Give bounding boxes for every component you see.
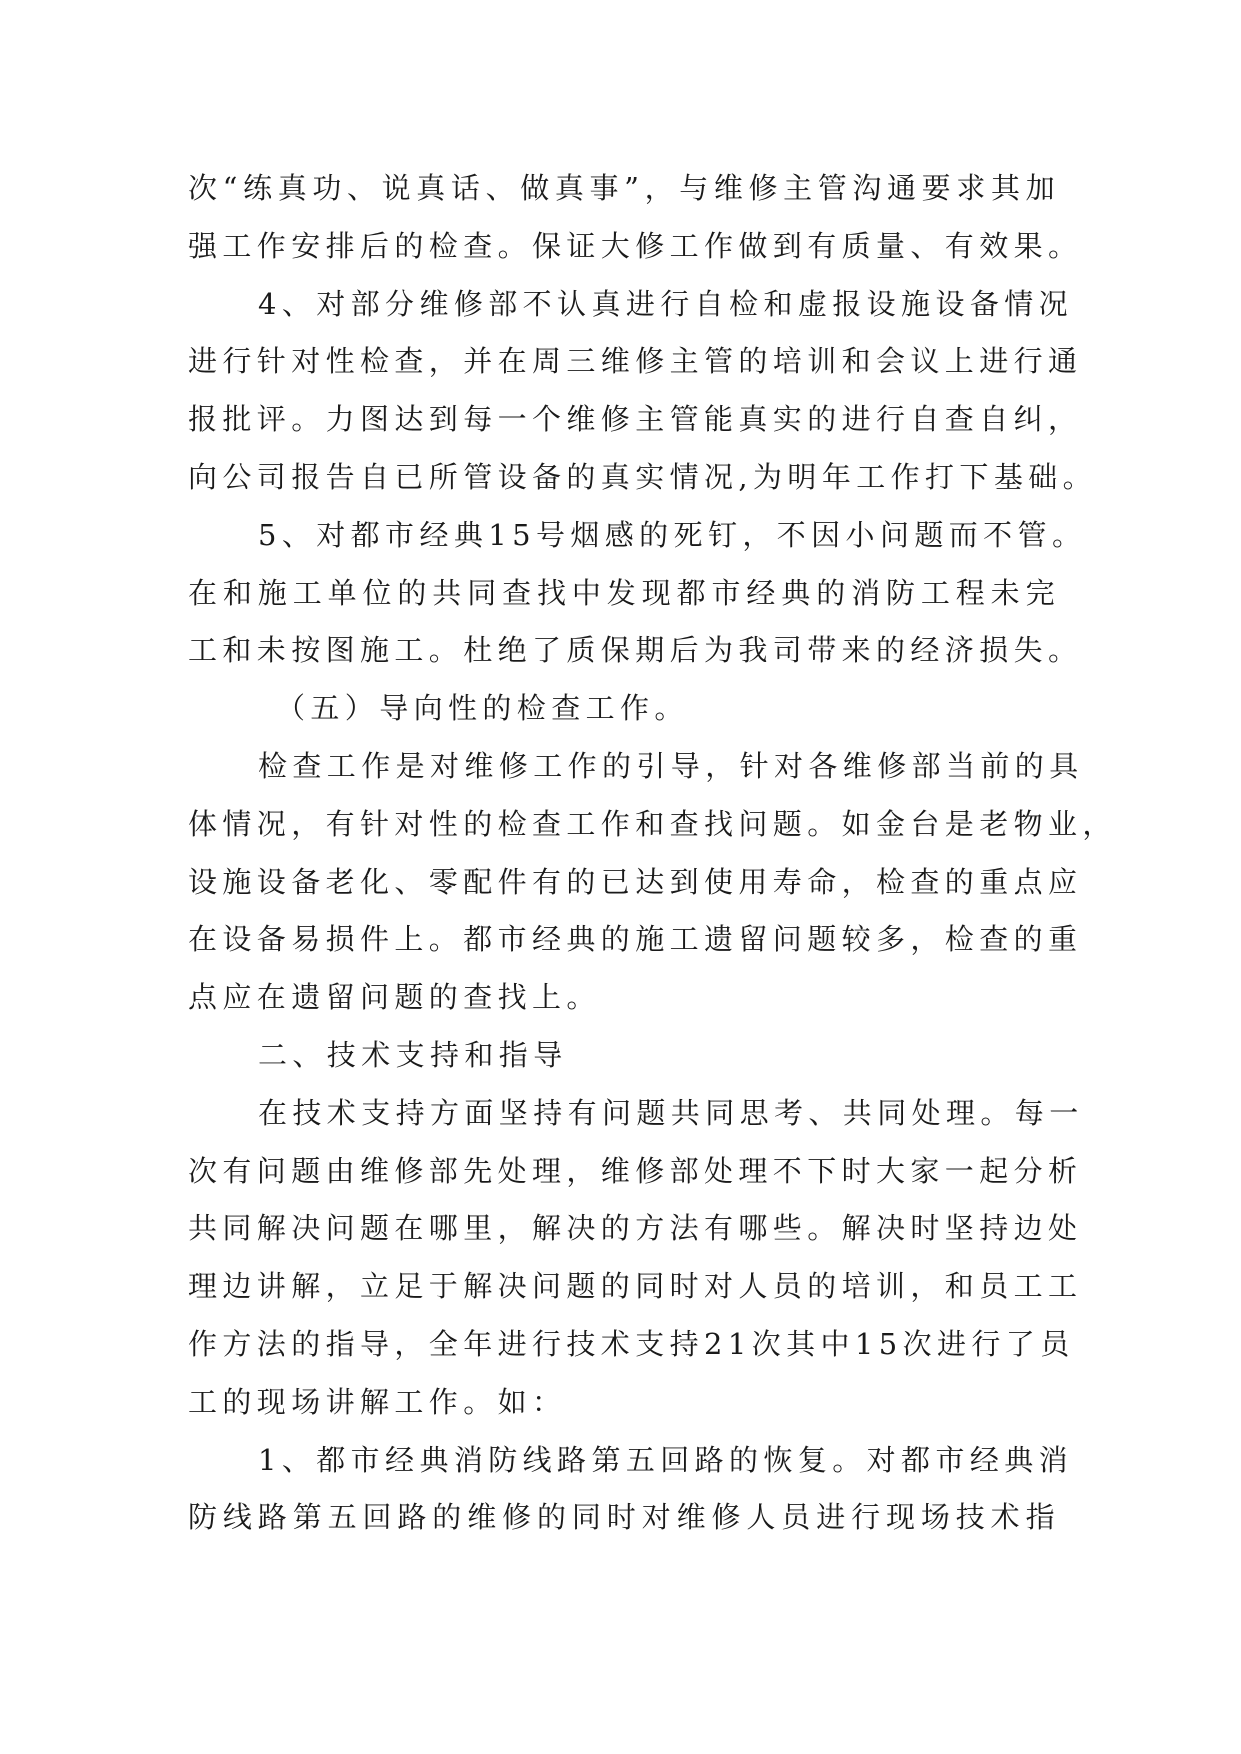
body-line: 进行针对性检查，并在周三维修主管的培训和会议上进行通	[188, 344, 1083, 379]
body-line: 向公司报告自已所管设备的真实情况,为明年工作打下基础。	[188, 459, 1098, 494]
section-heading: （五）导向性的检查工作。	[276, 691, 689, 726]
body-line: 强工作安排后的检查。保证大修工作做到有质量、有效果。	[188, 228, 1083, 263]
body-line: 工的现场讲解工作。如：	[188, 1384, 567, 1419]
body-line: 5、对都市经典15号烟感的死钉，不因小问题而不管。	[258, 517, 1087, 552]
body-line: 次“练真功、说真话、做真事”，与维修主管沟通要求其加	[188, 171, 1060, 205]
body-line: 次有问题由维修部先处理，维修部处理不下时大家一起分析	[188, 1153, 1083, 1188]
body-line: 点应在遗留问题的查找上。	[188, 980, 601, 1015]
body-line: 报批评。力图达到每一个维修主管能真实的进行自查自纠，	[188, 402, 1083, 437]
body-line: 在设备易损件上。都市经典的施工遗留问题较多，检查的重	[188, 922, 1083, 957]
body-line: 防线路第五回路的维修的同时对维修人员进行现场技术指	[188, 1500, 1060, 1535]
body-line: 在技术支持方面坚持有问题共同思考、共同处理。每一	[258, 1095, 1084, 1130]
body-line: 1、都市经典消防线路第五回路的恢复。对都市经典消	[258, 1442, 1074, 1477]
document-body	[188, 160, 1117, 1547]
body-line: 在和施工单位的共同查找中发现都市经典的消防工程未完	[188, 575, 1060, 610]
section-heading: 二、技术支持和指导	[258, 1037, 568, 1072]
body-line: 共同解决问题在哪里，解决的方法有哪些。解决时坚持边处	[188, 1211, 1083, 1246]
body-line: 体情况，有针对性的检查工作和查找问题。如金台是老物业，	[188, 806, 1117, 841]
body-line: 设施设备老化、零配件有的已达到使用寿命，检查的重点应	[188, 864, 1083, 899]
body-line: 4、对部分维修部不认真进行自检和虚报设施设备情况	[258, 286, 1074, 321]
body-line: 作方法的指导，全年进行技术支持21次其中15次进行了员	[188, 1326, 1075, 1361]
body-line: 检查工作是对维修工作的引导，针对各维修部当前的具	[258, 748, 1084, 783]
body-line: 理边讲解，立足于解决问题的同时对人员的培训，和员工工	[188, 1269, 1083, 1304]
body-line: 工和未按图施工。杜绝了质保期后为我司带来的经济损失。	[188, 633, 1083, 668]
